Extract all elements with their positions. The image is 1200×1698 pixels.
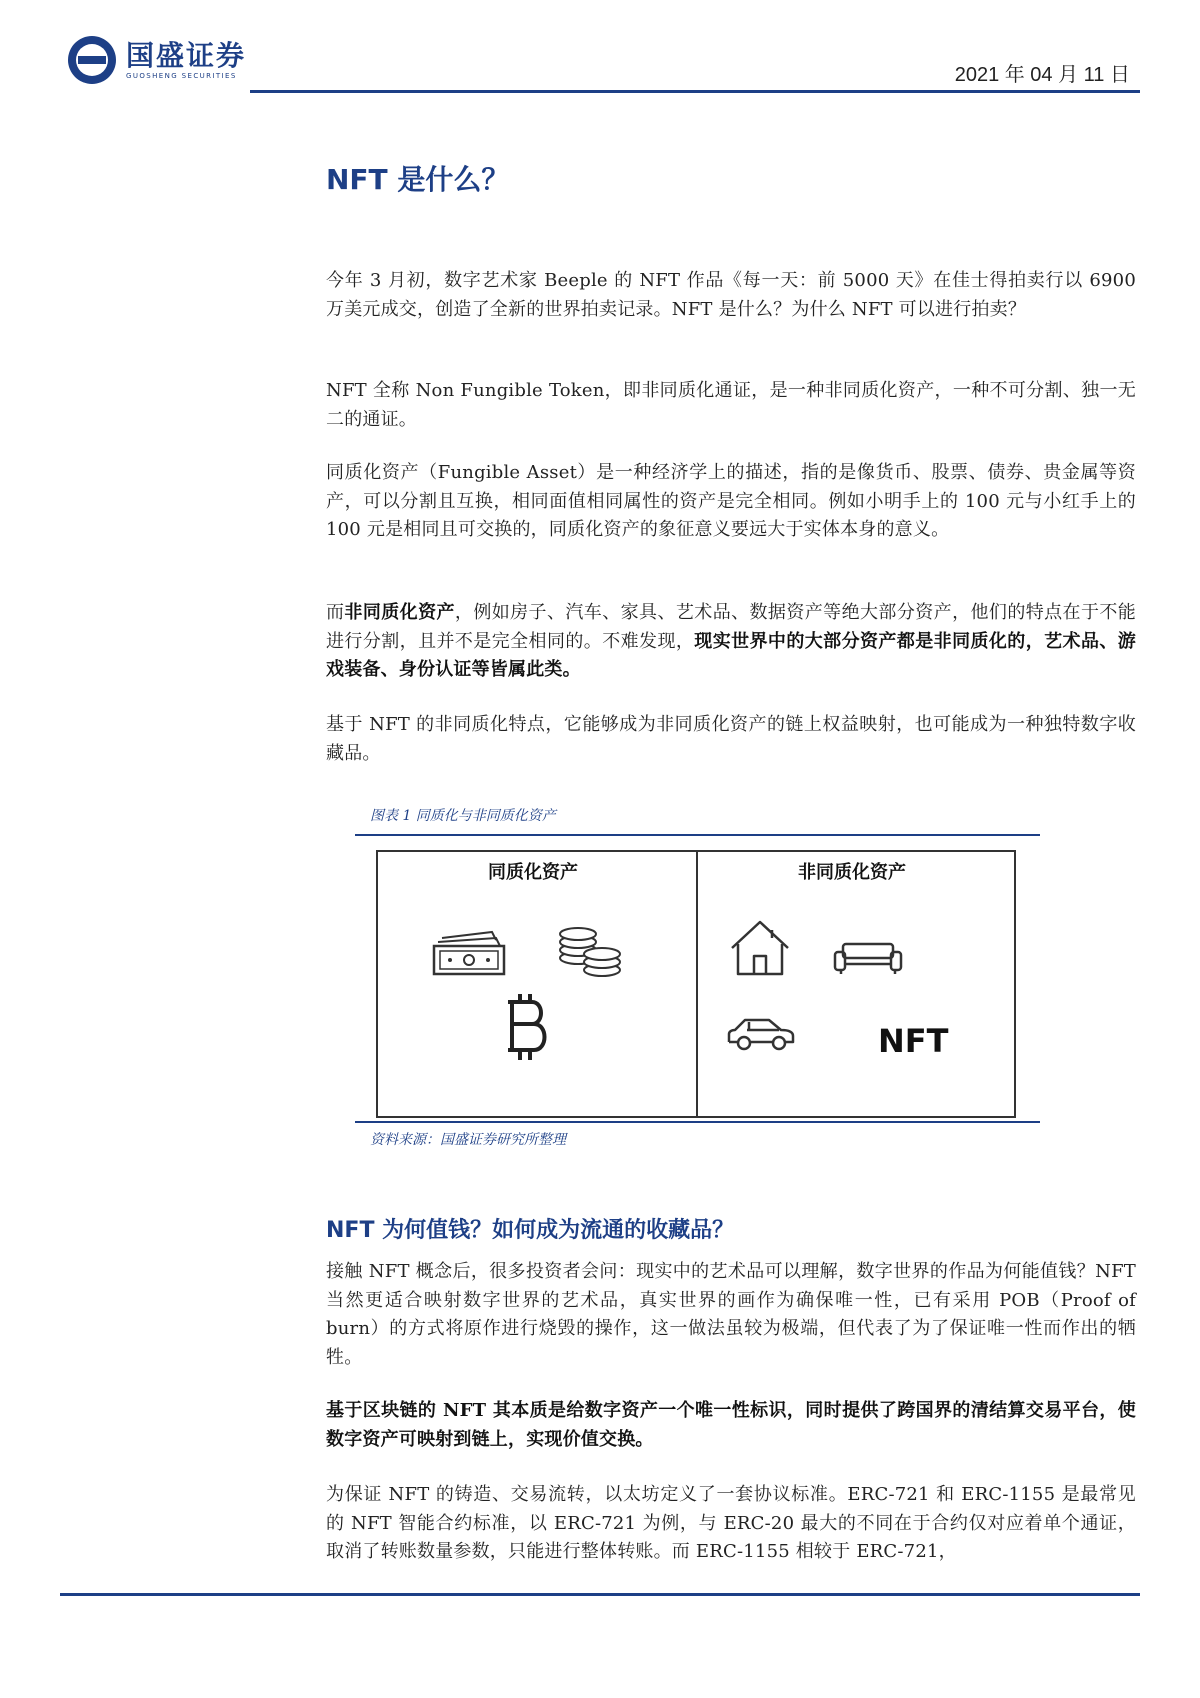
paragraph-fungible-asset: 同质化资产（Fungible Asset）是一种经济学上的描述，指的是像货币、股票、债券、贵金属等资产，可以分割且互换，相同面值相同属性的资产是完全相同。例如小明手上的 100 元与小红手上的 100 元是相同且可交换的，同质化资产的象征意义要远大于实体本身的意义。 [326,462,1136,540]
bitcoin-icon [502,990,554,1064]
footer-divider [60,1593,1140,1596]
header-divider [250,90,1140,93]
paragraph-blockchain-essence: 基于区块链的 NFT 其本质是给数字资产一个唯一性标识，同时提供了跨国界的清结算交易平台，使数字资产可映射到链上，实现价值交换。 [326,1400,1136,1450]
bold-emphasis-sentence: 现实世界中的大部分资产都是非同质化的，艺术品、游戏装备、身份认证等皆属此类。 [326,630,1136,680]
company-subtitle: GUOSHENG SECURITIES [126,72,237,80]
paragraph-beeple: 今年 3 月初，数字艺术家 Beeple 的 NFT 作品《每一天：前 5000 天》在佳士得拍卖行以 6900 万美元成交，创造了全新的世界拍卖记录。NFT 是什么？为什么 NFT 可以进行拍卖？ [326,270,1136,320]
figure-bottom-rule [355,1121,1040,1123]
banknote-icon [432,930,508,978]
figure-source: 资料来源：国盛证券研究所整理 [370,1132,566,1148]
figure-top-rule [355,834,1040,836]
fungible-heading: 同质化资产 [488,862,578,883]
figure-title: 图表 1 同质化与非同质化资产 [370,808,556,824]
section-title-nft-value: NFT 为何值钱？如何成为流通的收藏品？ [326,1218,735,1243]
text-segment: 而 [326,602,345,623]
figure-diagram [376,850,1016,1118]
paragraph-why-valuable: 接触 NFT 概念后，很多投资者会问：现实中的艺术品可以理解，数字世界的作品为何能值钱？NFT 当然更适合映射数字世界的艺术品，真实世界的画作为确保唯一性，已有采用 POB（Proof of burn）的方式将原作进行烧毁的操作，这一做法虽较为极端，但代表了为了保证唯一性而作出的牺牲。 [326,1261,1136,1368]
report-date: 2021 年 04 月 11 日 [954,64,1130,86]
text-segment: ，例如房子、汽车、家具、艺术品、数据资产等绝大部分资产，他们的特点在于不能进行分割，且并不是完全相同的。不难发现， [326,602,1136,652]
section-title-what-is-nft: NFT 是什么？ [326,163,510,196]
paragraph-erc-standards: 为保证 NFT 的铸造、交易流转，以太坊定义了一套协议标准。ERC-721 和 ERC-1155 是最常见的 NFT 智能合约标准，以 ERC-721 为例，与 ERC-20 最大的不同在于合约仅对应着单个通证，取消了转账数量参数，只能进行整体转账。而 ERC-1155 相较于 ERC-721， [326,1484,1136,1562]
figure-divider [696,852,698,1116]
bold-term-non-fungible: 非同质化资产 [344,602,455,623]
nft-icon-label: NFT [878,1022,949,1060]
house-icon [728,918,792,978]
page-header [60,30,1140,92]
coins-icon [556,922,626,982]
paragraph-nft-mapping: 基于 NFT 的非同质化特点，它能够成为非同质化资产的链上权益映射，也可能成为一种独特数字收藏品。 [326,714,1136,764]
non-fungible-heading: 非同质化资产 [798,862,906,883]
paragraph-non-fungible-asset [326,599,1136,685]
company-name: 国盛证券 [126,39,247,72]
guosheng-logo-icon [66,34,118,86]
sofa-icon [833,940,903,976]
paragraph-nft-definition: NFT 全称 Non Fungible Token，即非同质化通证，是一种非同质化资产，一种不可分割、独一无二的通证。 [326,380,1136,430]
car-icon [725,1014,797,1054]
